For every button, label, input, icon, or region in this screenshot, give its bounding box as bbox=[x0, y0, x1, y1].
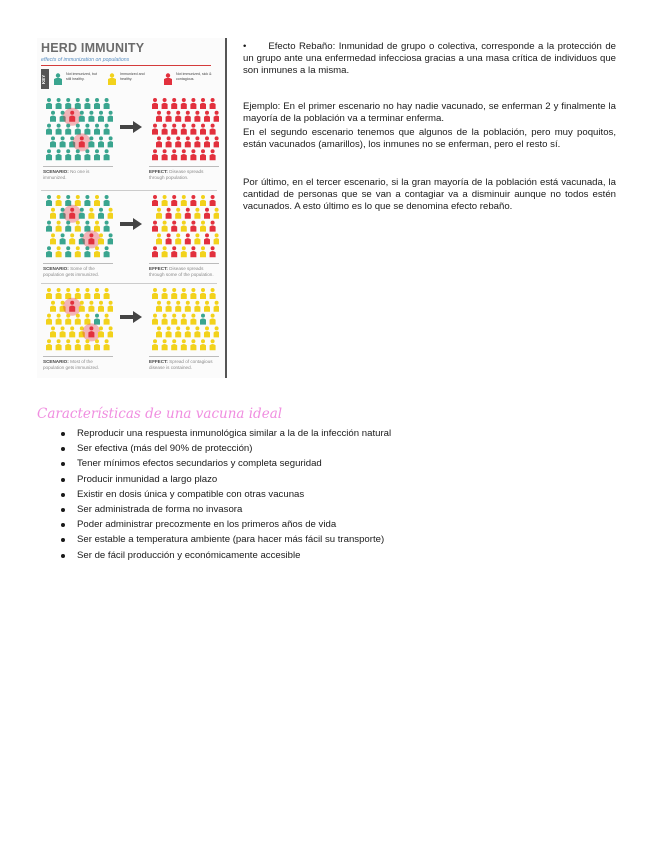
person-icon bbox=[162, 124, 168, 135]
crowd-after-illustration bbox=[149, 96, 219, 162]
scenario-3 bbox=[41, 286, 223, 382]
bullet-icon bbox=[61, 447, 65, 451]
person-icon bbox=[194, 326, 200, 337]
person-icon bbox=[181, 124, 187, 135]
person-icon bbox=[204, 233, 210, 244]
scenario-divider bbox=[41, 190, 217, 191]
person-icon bbox=[171, 149, 177, 160]
infographic-divider bbox=[41, 65, 211, 66]
person-icon bbox=[56, 149, 62, 160]
infographic-subtitle: effects of immunization on populations bbox=[41, 57, 130, 63]
person-icon bbox=[98, 301, 104, 312]
person-icon bbox=[84, 98, 90, 109]
person-icon bbox=[98, 136, 104, 147]
paragraph-herd-effect: • Efecto Rebaño: Inmunidad de grupo o colectiva, corresponde a la protección de un grupo ante una enfermedad infecciosa gracias a una masa crítica de individuos que son inmunes a la misma. bbox=[243, 41, 616, 77]
person-icon bbox=[65, 288, 71, 299]
person-icon bbox=[98, 208, 104, 219]
person-icon bbox=[65, 98, 71, 109]
key-label: Not immunized, sick & contagious. bbox=[176, 72, 212, 81]
person-icon bbox=[181, 149, 187, 160]
arrow-right-icon bbox=[119, 217, 143, 231]
person-icon bbox=[152, 221, 158, 232]
person-icon bbox=[94, 288, 100, 299]
list-item: Ser efectiva (más del 90% de protección) bbox=[37, 441, 597, 456]
person-icon bbox=[190, 149, 196, 160]
person-icon bbox=[210, 339, 216, 350]
person-icon bbox=[46, 288, 52, 299]
person-icon bbox=[162, 98, 168, 109]
person-icon bbox=[210, 149, 216, 160]
person-icon bbox=[152, 149, 158, 160]
key-label: Immunized and healthy. bbox=[120, 72, 145, 81]
ideal-vaccine-list bbox=[37, 426, 597, 563]
person-icon bbox=[75, 98, 81, 109]
person-icon bbox=[84, 195, 90, 206]
person-icon bbox=[214, 111, 219, 122]
person-icon bbox=[104, 221, 110, 232]
person-icon bbox=[152, 195, 158, 206]
person-icon bbox=[69, 326, 75, 337]
person-icon bbox=[46, 124, 52, 135]
person-icon bbox=[214, 136, 219, 147]
infographic-key bbox=[41, 69, 223, 89]
person-icon bbox=[204, 136, 210, 147]
person-icon bbox=[185, 233, 191, 244]
person-icon bbox=[190, 246, 196, 257]
person-icon bbox=[104, 195, 110, 206]
person-icon bbox=[185, 301, 191, 312]
person-icon bbox=[84, 149, 90, 160]
person-icon bbox=[200, 339, 206, 350]
person-icon bbox=[84, 124, 90, 135]
person-icon bbox=[210, 195, 216, 206]
person-icon bbox=[194, 301, 200, 312]
person-icon bbox=[104, 149, 110, 160]
person-icon bbox=[82, 230, 100, 248]
crowd-after-illustration bbox=[149, 286, 219, 352]
person-icon bbox=[156, 111, 162, 122]
person-icon bbox=[50, 208, 56, 219]
list-item: Producir inmunidad a largo plazo bbox=[37, 472, 597, 487]
person-icon bbox=[166, 208, 172, 219]
person-icon bbox=[171, 314, 177, 325]
person-icon bbox=[94, 246, 100, 257]
person-icon bbox=[104, 246, 110, 257]
person-icon bbox=[56, 98, 62, 109]
effect-caption: EFFECT: Disease spreads through some of the population. bbox=[149, 263, 219, 277]
person-icon bbox=[56, 221, 62, 232]
person-icon bbox=[46, 314, 52, 325]
person-icon bbox=[156, 326, 162, 337]
person-icon bbox=[46, 339, 52, 350]
person-icon bbox=[107, 73, 117, 85]
person-icon bbox=[65, 195, 71, 206]
crowd-before-illustration bbox=[43, 286, 113, 352]
person-icon bbox=[214, 233, 219, 244]
person-icon bbox=[175, 208, 181, 219]
person-icon bbox=[152, 246, 158, 257]
person-icon bbox=[200, 98, 206, 109]
person-icon bbox=[104, 98, 110, 109]
person-icon bbox=[69, 233, 75, 244]
bullet-icon bbox=[61, 478, 65, 482]
person-icon bbox=[156, 301, 162, 312]
scenario-caption: SCENARIO: No one is immunized. bbox=[43, 166, 113, 180]
person-icon bbox=[210, 288, 216, 299]
bullet-icon bbox=[61, 462, 65, 466]
person-icon bbox=[194, 208, 200, 219]
person-icon bbox=[210, 314, 216, 325]
person-icon bbox=[185, 111, 191, 122]
person-icon bbox=[94, 98, 100, 109]
person-icon bbox=[200, 221, 206, 232]
bullet-icon bbox=[61, 523, 65, 527]
person-icon bbox=[63, 205, 81, 223]
person-icon bbox=[104, 314, 110, 325]
key-tag: KEY bbox=[41, 69, 49, 89]
person-icon bbox=[60, 136, 66, 147]
person-icon bbox=[175, 233, 181, 244]
person-icon bbox=[162, 195, 168, 206]
person-icon bbox=[181, 98, 187, 109]
person-icon bbox=[156, 136, 162, 147]
person-icon bbox=[204, 301, 210, 312]
person-icon bbox=[94, 314, 100, 325]
arrow-right-icon bbox=[119, 310, 143, 324]
person-icon bbox=[175, 136, 181, 147]
person-icon bbox=[56, 314, 62, 325]
bullet-icon bbox=[61, 538, 65, 542]
person-icon bbox=[171, 221, 177, 232]
key-label: Not immunized, but still healthy. bbox=[66, 72, 97, 81]
person-icon bbox=[88, 208, 94, 219]
person-icon bbox=[56, 195, 62, 206]
person-icon bbox=[94, 221, 100, 232]
person-icon bbox=[200, 149, 206, 160]
person-icon bbox=[88, 301, 94, 312]
person-icon bbox=[108, 326, 113, 337]
person-icon bbox=[194, 136, 200, 147]
person-icon bbox=[171, 195, 177, 206]
person-icon bbox=[46, 221, 52, 232]
person-icon bbox=[98, 111, 104, 122]
person-icon bbox=[200, 288, 206, 299]
person-icon bbox=[152, 314, 158, 325]
person-icon bbox=[50, 233, 56, 244]
person-icon bbox=[171, 124, 177, 135]
herd-immunity-infographic bbox=[37, 38, 227, 378]
person-icon bbox=[190, 98, 196, 109]
person-icon bbox=[214, 326, 219, 337]
bullet-icon bbox=[61, 432, 65, 436]
person-icon bbox=[152, 98, 158, 109]
person-icon bbox=[104, 288, 110, 299]
person-icon bbox=[46, 246, 52, 257]
person-icon bbox=[181, 288, 187, 299]
person-icon bbox=[56, 246, 62, 257]
scenario-1 bbox=[41, 96, 223, 192]
person-icon bbox=[65, 339, 71, 350]
person-icon bbox=[56, 124, 62, 135]
person-icon bbox=[200, 195, 206, 206]
person-icon bbox=[108, 233, 113, 244]
scenario-2 bbox=[41, 193, 223, 289]
person-icon bbox=[190, 221, 196, 232]
person-icon bbox=[56, 339, 62, 350]
bullet-icon bbox=[61, 493, 65, 497]
person-icon bbox=[156, 233, 162, 244]
person-icon bbox=[84, 314, 90, 325]
person-icon bbox=[75, 195, 81, 206]
person-icon bbox=[204, 326, 210, 337]
crowd-before-illustration bbox=[43, 193, 113, 259]
person-icon bbox=[75, 339, 81, 350]
scenario-caption: SCENARIO: Most of the population gets immunized. bbox=[43, 356, 113, 370]
person-icon bbox=[166, 301, 172, 312]
person-icon bbox=[108, 111, 113, 122]
person-icon bbox=[171, 246, 177, 257]
person-icon bbox=[181, 246, 187, 257]
person-icon bbox=[204, 111, 210, 122]
person-icon bbox=[181, 221, 187, 232]
list-item: Ser de fácil producción y económicamente accesible bbox=[37, 548, 597, 563]
paragraph-second-scenario: En el segundo escenario tenemos que algunos de la población, pero muy poquitos, están vacunados (amarillos), los inmunes no se enferman, pero el resto sí. bbox=[243, 127, 616, 151]
person-icon bbox=[75, 221, 81, 232]
person-icon bbox=[210, 246, 216, 257]
effect-caption: EFFECT: Spread of contagious disease is contained. bbox=[149, 356, 219, 370]
person-icon bbox=[63, 108, 81, 126]
paragraph-example: Ejemplo: En el primer escenario no hay nadie vacunado, se enferman 2 y finalmente la mayoría de la población va a terminar enferma. bbox=[243, 101, 616, 125]
person-icon bbox=[175, 301, 181, 312]
list-item: Ser administrada de forma no invasora bbox=[37, 502, 597, 517]
person-icon bbox=[166, 111, 172, 122]
person-icon bbox=[175, 326, 181, 337]
person-icon bbox=[75, 288, 81, 299]
person-icon bbox=[84, 288, 90, 299]
person-icon bbox=[60, 233, 66, 244]
person-icon bbox=[162, 339, 168, 350]
person-icon bbox=[181, 339, 187, 350]
person-icon bbox=[60, 326, 66, 337]
person-icon bbox=[162, 149, 168, 160]
person-icon bbox=[94, 339, 100, 350]
person-icon bbox=[104, 124, 110, 135]
person-icon bbox=[65, 149, 71, 160]
section-heading: Características de una vacuna ideal bbox=[37, 406, 283, 422]
person-icon bbox=[210, 98, 216, 109]
person-icon bbox=[108, 208, 113, 219]
bullet-icon bbox=[61, 554, 65, 558]
person-icon bbox=[171, 288, 177, 299]
person-icon bbox=[162, 288, 168, 299]
person-icon bbox=[185, 326, 191, 337]
effect-caption: EFFECT: Disease spreads through population. bbox=[149, 166, 219, 180]
person-icon bbox=[88, 111, 94, 122]
person-icon bbox=[50, 301, 56, 312]
person-icon bbox=[190, 195, 196, 206]
scenario-divider bbox=[41, 283, 217, 284]
person-icon bbox=[63, 298, 81, 316]
person-icon bbox=[56, 288, 62, 299]
person-icon bbox=[162, 246, 168, 257]
person-icon bbox=[75, 246, 81, 257]
person-icon bbox=[181, 314, 187, 325]
person-icon bbox=[185, 136, 191, 147]
person-icon bbox=[166, 136, 172, 147]
person-icon bbox=[214, 208, 219, 219]
person-icon bbox=[46, 98, 52, 109]
person-icon bbox=[156, 208, 162, 219]
person-icon bbox=[53, 73, 63, 85]
bullet-icon: • bbox=[243, 41, 247, 52]
person-icon bbox=[94, 195, 100, 206]
list-item: Existir en dosis única y compatible con otras vacunas bbox=[37, 487, 597, 502]
person-icon bbox=[50, 136, 56, 147]
person-icon bbox=[108, 301, 113, 312]
person-icon bbox=[46, 149, 52, 160]
person-icon bbox=[175, 111, 181, 122]
person-icon bbox=[152, 339, 158, 350]
person-icon bbox=[94, 149, 100, 160]
person-icon bbox=[46, 195, 52, 206]
person-icon bbox=[50, 111, 56, 122]
infographic-title: HERD IMMUNITY bbox=[41, 41, 145, 55]
person-icon bbox=[214, 301, 219, 312]
person-icon bbox=[166, 233, 172, 244]
person-icon bbox=[181, 195, 187, 206]
person-icon bbox=[162, 221, 168, 232]
person-icon bbox=[190, 288, 196, 299]
person-icon bbox=[84, 221, 90, 232]
person-icon bbox=[210, 124, 216, 135]
person-icon bbox=[190, 314, 196, 325]
person-icon bbox=[94, 124, 100, 135]
person-icon bbox=[75, 314, 81, 325]
list-item: Ser estable a temperatura ambiente (para hacer más fácil su transporte) bbox=[37, 532, 597, 547]
list-item: Tener mínimos efectos secundarios y completa seguridad bbox=[37, 456, 597, 471]
person-icon bbox=[152, 288, 158, 299]
list-item: Poder administrar precozmente en los primeros años de vida bbox=[37, 517, 597, 532]
person-icon bbox=[194, 233, 200, 244]
person-icon bbox=[200, 246, 206, 257]
person-icon bbox=[82, 323, 100, 341]
person-icon bbox=[210, 221, 216, 232]
person-icon bbox=[152, 124, 158, 135]
person-icon bbox=[171, 98, 177, 109]
person-icon bbox=[162, 314, 168, 325]
person-icon bbox=[163, 73, 173, 85]
arrow-right-icon bbox=[119, 120, 143, 134]
person-icon bbox=[104, 339, 110, 350]
person-icon bbox=[200, 314, 206, 325]
list-item: Reproducir una respuesta inmunológica similar a la de la infección natural bbox=[37, 426, 597, 441]
person-icon bbox=[194, 111, 200, 122]
person-icon bbox=[75, 124, 81, 135]
person-icon bbox=[108, 136, 113, 147]
person-icon bbox=[171, 339, 177, 350]
bullet-icon bbox=[61, 508, 65, 512]
person-icon bbox=[65, 246, 71, 257]
person-icon bbox=[73, 133, 91, 151]
person-icon bbox=[200, 124, 206, 135]
paragraph-third-scenario: Por último, en el tercer escenario, si la gran mayoría de la población está vacunada, la cantidad de personas que se van a contagiar va a disminuir aunque no todos estén vacunados. A esto último es lo que se denomina efecto rebaño. bbox=[243, 177, 616, 213]
crowd-before-illustration bbox=[43, 96, 113, 162]
person-icon bbox=[190, 124, 196, 135]
person-icon bbox=[166, 326, 172, 337]
person-icon bbox=[185, 208, 191, 219]
scenario-caption: SCENARIO: Some of the population gets immunized. bbox=[43, 263, 113, 277]
person-icon bbox=[50, 326, 56, 337]
person-icon bbox=[204, 208, 210, 219]
person-icon bbox=[190, 339, 196, 350]
crowd-after-illustration bbox=[149, 193, 219, 259]
